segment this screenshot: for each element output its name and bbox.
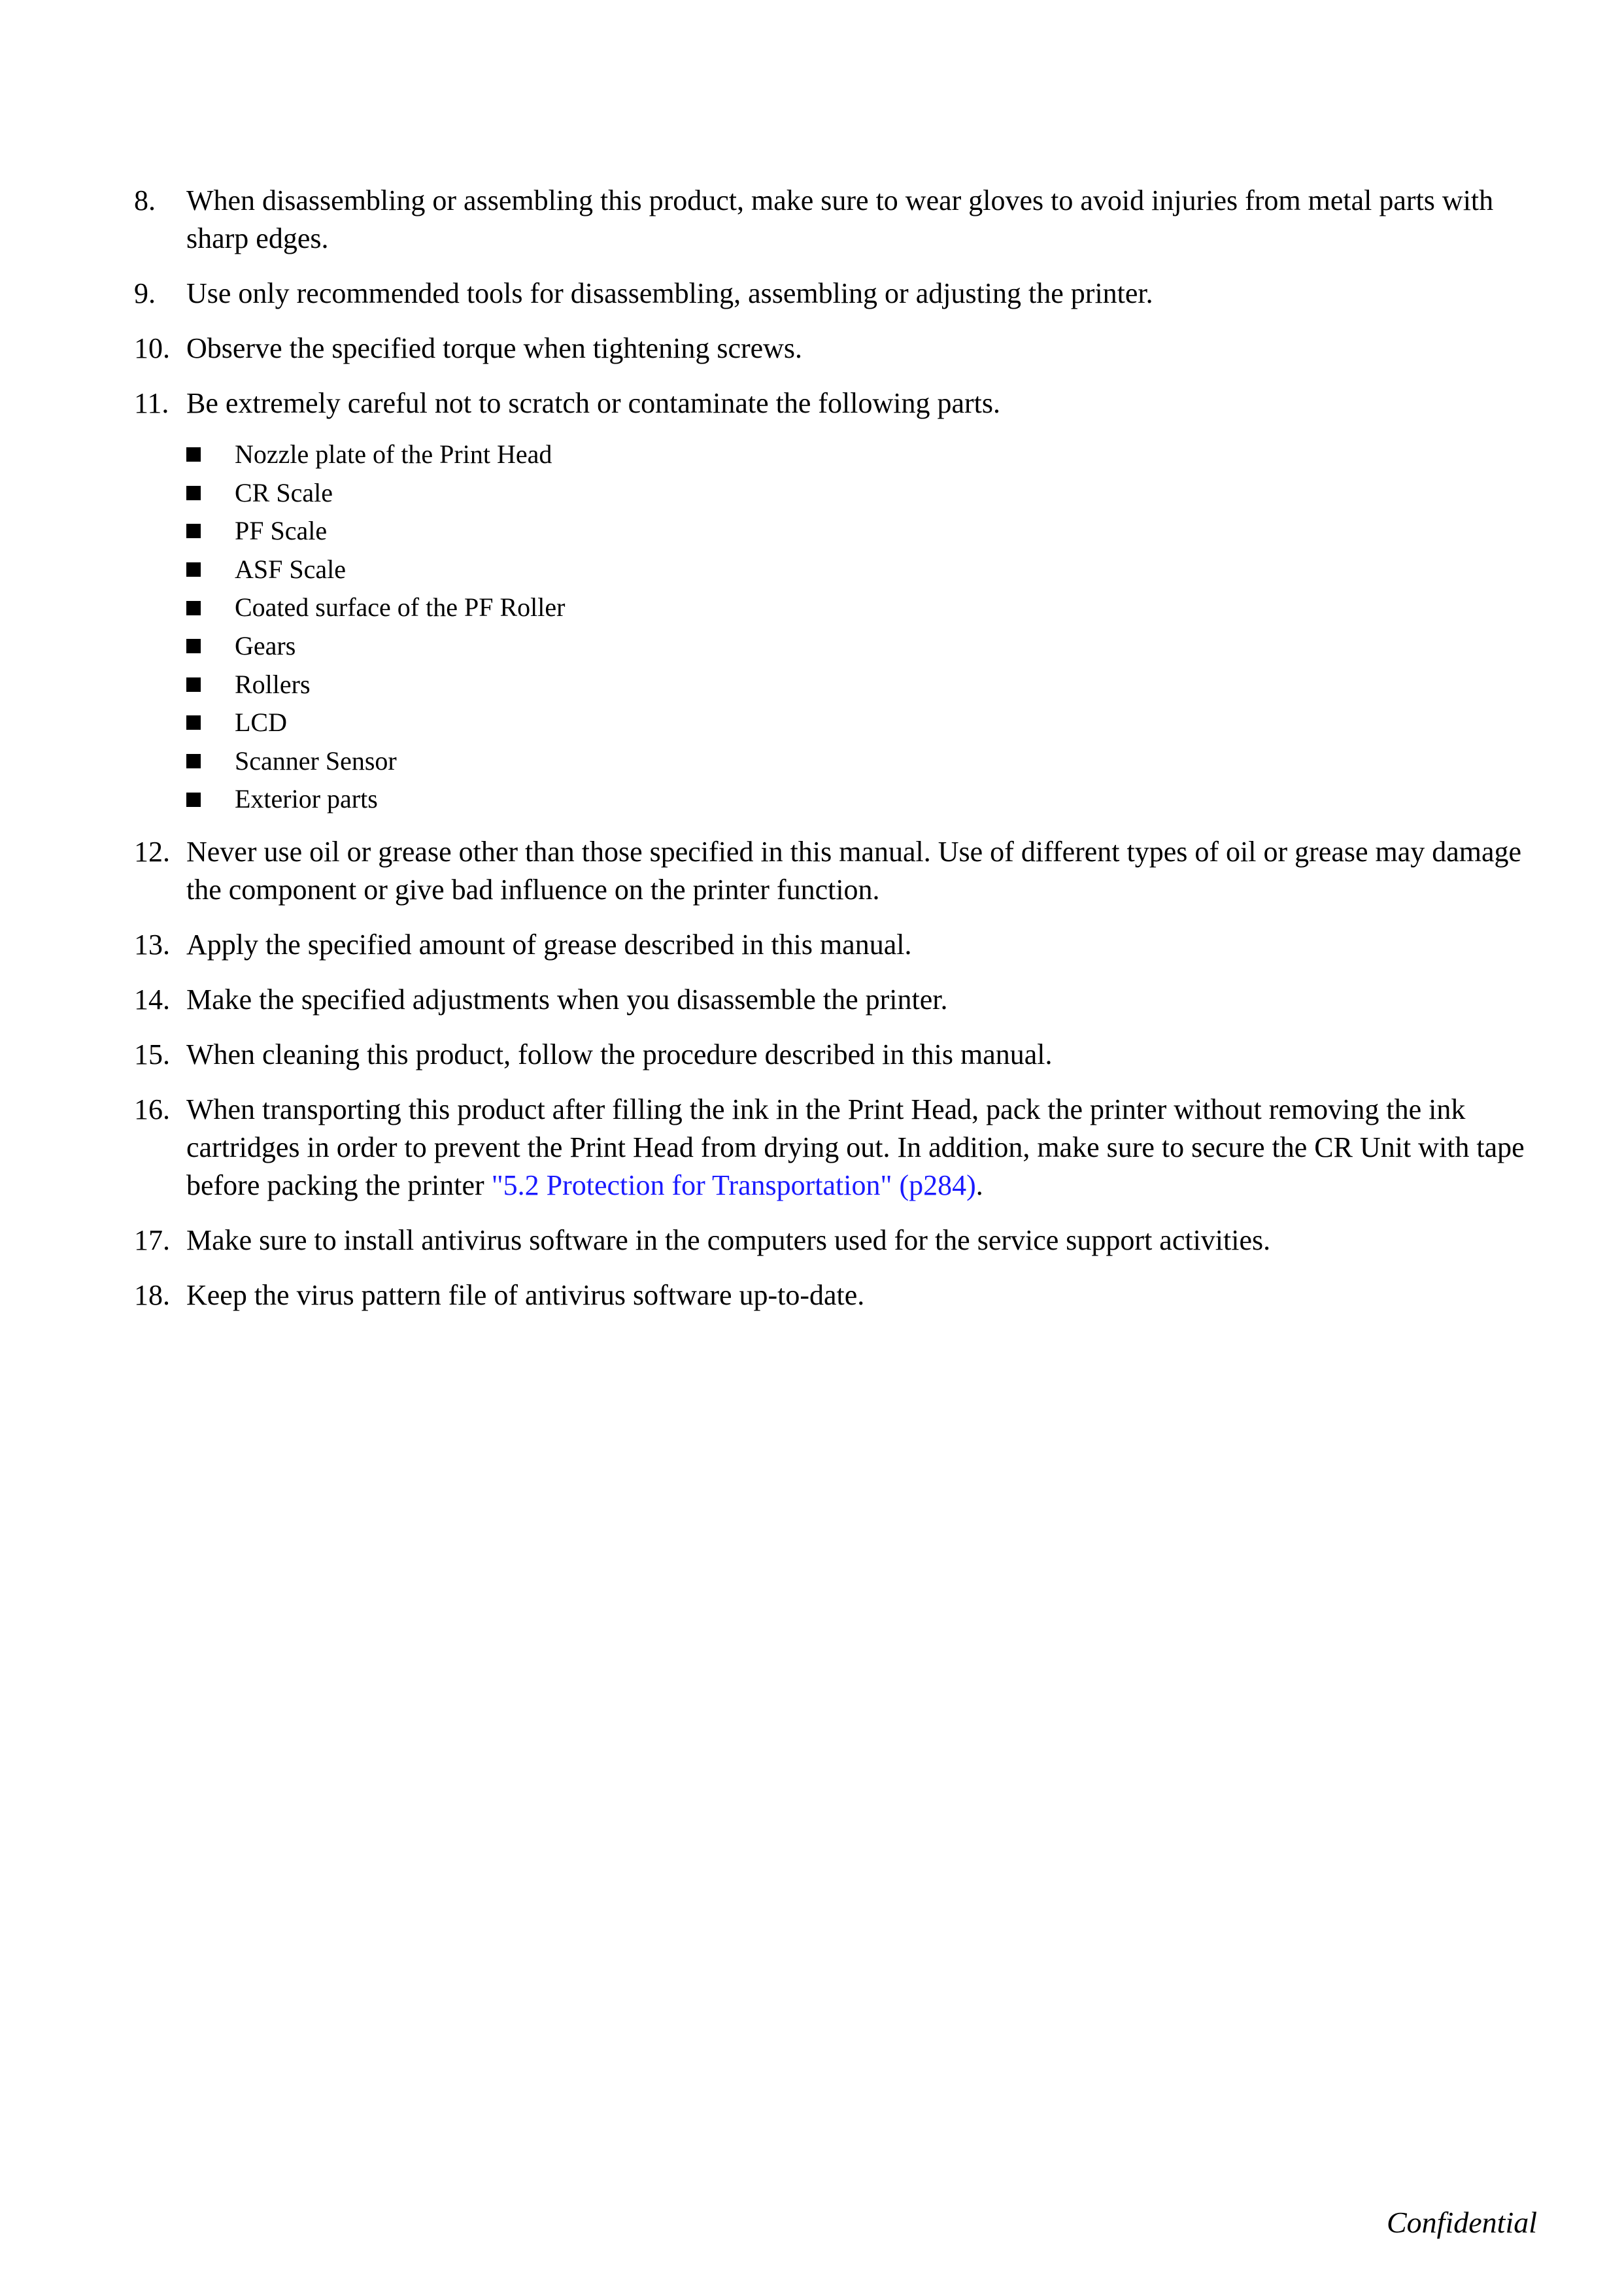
item-text: Make sure to install antivirus software in the computers used for the service support activities. [186, 1223, 1271, 1256]
square-bullet-icon [186, 639, 235, 653]
list-item [134, 330, 1540, 368]
square-bullet-icon [186, 754, 235, 768]
list-item [134, 1222, 1540, 1259]
item-text: When disassembling or assembling this product, make sure to wear gloves to avoid injuries from metal parts with sharp edges. [186, 184, 1494, 254]
item-number: 12. [134, 835, 170, 868]
parts-list-item [186, 742, 1540, 781]
list-item [134, 926, 1540, 964]
item-number: 18. [134, 1278, 170, 1311]
item-number: 16. [134, 1093, 170, 1125]
square-bullet-icon [186, 793, 235, 807]
item-number: 15. [134, 1038, 170, 1070]
item-text-body: When transporting this product after filling the ink in the Print Head, pack the printer without removing the ink cartridges in order to prevent the Print Head from drying out. In addition, make sure to secure the CR Unit with tape before packing the printer [186, 1093, 1525, 1201]
list-item [134, 385, 1540, 422]
list-item [134, 981, 1540, 1019]
parts-list-item [186, 474, 1540, 513]
item-number: 14. [134, 983, 170, 1016]
part-label: PF Scale [235, 516, 328, 546]
parts-list-item [186, 666, 1540, 704]
item-text: Never use oil or grease other than those specified in this manual. Use of different types of oil or grease may damage the component or give bad influence on the printer function. [186, 835, 1522, 906]
item-text: Keep the virus pattern file of antivirus software up-to-date. [186, 1278, 865, 1311]
transportation-link[interactable]: "5.2 Protection for Transportation" (p284) [491, 1169, 976, 1201]
part-label: Coated surface of the PF Roller [235, 592, 566, 623]
item-text: Apply the specified amount of grease described in this manual. [186, 928, 912, 961]
item-number: 10. [134, 332, 170, 364]
item-text-suffix: . [975, 1169, 983, 1201]
item-number: 13. [134, 928, 170, 961]
part-label: Gears [235, 630, 296, 660]
parts-list-item [186, 589, 1540, 627]
parts-list-item [186, 436, 1540, 474]
list-item [134, 1091, 1540, 1205]
parts-list-item [186, 512, 1540, 551]
item-number: 8. [134, 184, 156, 216]
confidential-footer: Confidential [1387, 2206, 1537, 2239]
item-text: Be extremely careful not to scratch or contaminate the following parts. [186, 387, 1000, 419]
parts-list-item [186, 627, 1540, 666]
square-bullet-icon [186, 524, 235, 538]
item-text: Make the specified adjustments when you disassemble the printer. [186, 983, 948, 1016]
part-label: Rollers [235, 669, 311, 699]
list-item [134, 1276, 1540, 1314]
part-label: Exterior parts [235, 784, 378, 814]
part-label: Nozzle plate of the Print Head [235, 439, 552, 469]
square-bullet-icon [186, 562, 235, 577]
square-bullet-icon [186, 447, 235, 462]
item-text [186, 1091, 1540, 1205]
item-text: Use only recommended tools for disassembling, assembling or adjusting the printer. [186, 277, 1153, 309]
item-number: 11. [134, 387, 169, 419]
item-text: Observe the specified torque when tightening screws. [186, 332, 803, 364]
square-bullet-icon [186, 486, 235, 500]
parts-list-item [186, 780, 1540, 819]
part-label: ASF Scale [235, 554, 346, 584]
part-label: CR Scale [235, 477, 333, 507]
list-item [134, 182, 1540, 258]
square-bullet-icon [186, 715, 235, 730]
part-label: Scanner Sensor [235, 745, 397, 776]
precaution-list [134, 182, 1540, 1331]
item-number: 9. [134, 277, 156, 309]
item-text: When cleaning this product, follow the procedure described in this manual. [186, 1038, 1053, 1070]
list-item [134, 833, 1540, 909]
square-bullet-icon [186, 601, 235, 615]
parts-list-item [186, 704, 1540, 742]
parts-list-item [186, 551, 1540, 589]
list-item [134, 1036, 1540, 1074]
list-item [134, 275, 1540, 313]
item-number: 17. [134, 1223, 170, 1256]
part-label: LCD [235, 708, 287, 738]
square-bullet-icon [186, 677, 235, 692]
parts-list [186, 436, 1540, 819]
